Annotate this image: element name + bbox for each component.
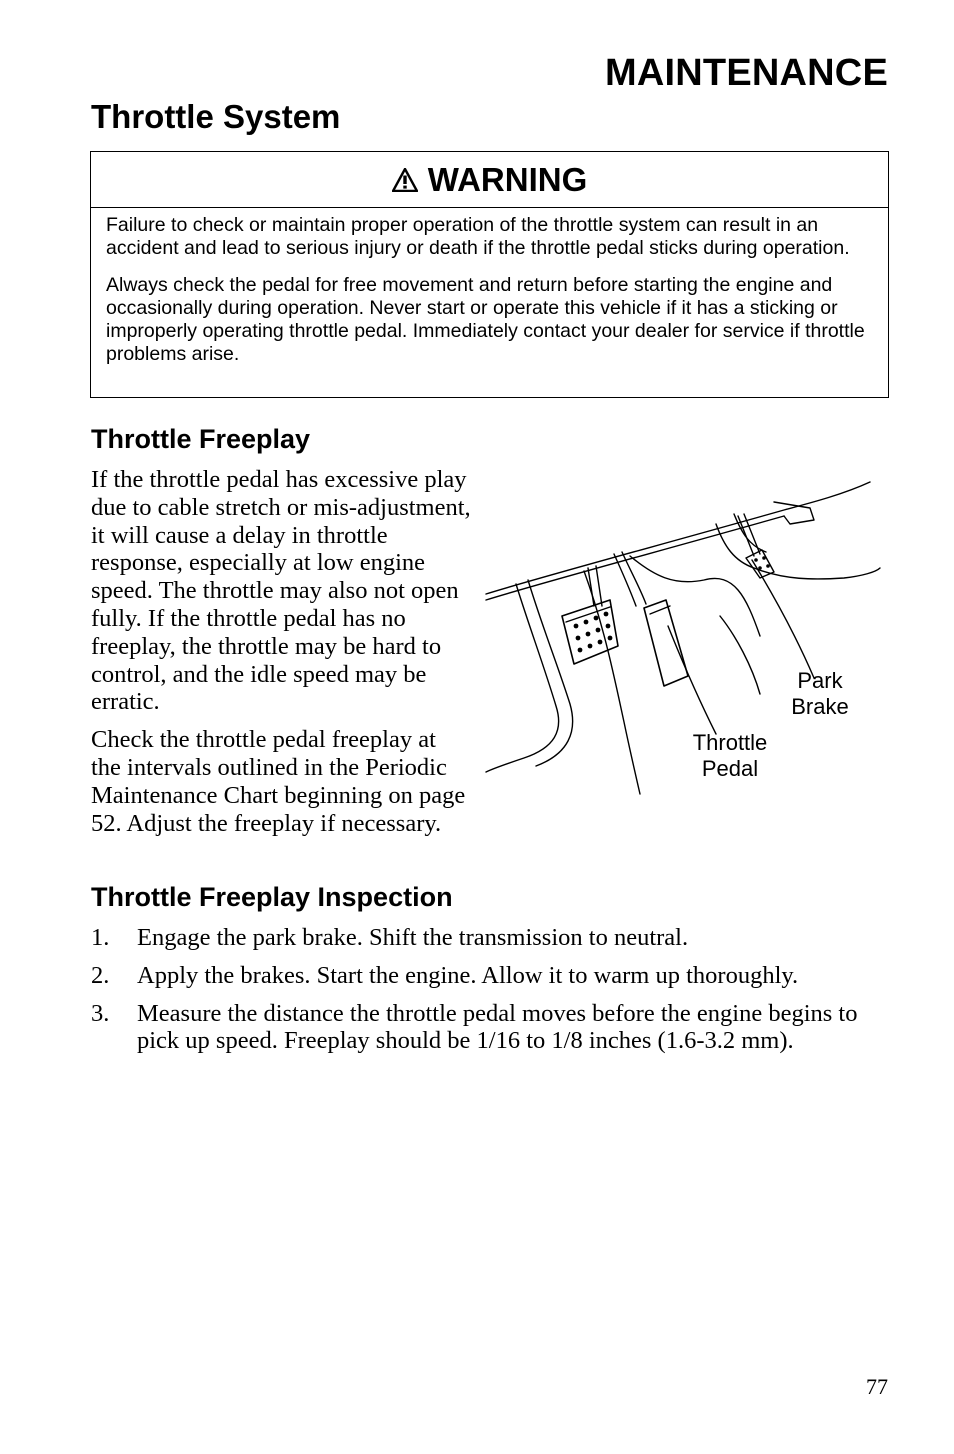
freeplay-text (91, 466, 471, 847)
step-number: 1. (91, 924, 110, 951)
section-header: MAINTENANCE (605, 52, 888, 94)
park-brake-label-line: Brake (791, 694, 849, 719)
pedal-illustration (484, 476, 884, 796)
step-text: Measure the distance the throttle pedal moves before the engine begins to pick up speed. Freeplay should be 1/16 to 1/8 inches (1.6-3.2 mm). (137, 999, 858, 1055)
throttle-pedal-label-line: Pedal (701, 756, 759, 781)
step-item (91, 924, 891, 952)
throttle-pedal-label (680, 730, 780, 782)
freeplay-paragraph: If the throttle pedal has excessive play due to cable stretch or mis-adjustment, it will cause a delay in throttle response, especially at low engine speed. The throttle may also not open fully. If the throttle pedal has no freeplay, the throttle may be hard to control, and the idle speed may be erratic. (91, 466, 471, 716)
park-brake-label-line: Park (797, 668, 843, 693)
freeplay-paragraph: Check the throttle pedal freeplay at the intervals outlined in the Periodic Maintenance Chart beginning on page 52. Adjust the freeplay if necessary. (91, 726, 466, 837)
freeplay-heading: Throttle Freeplay (91, 424, 311, 454)
step-text: Apply the brakes. Start the engine. Allow it to warm up thoroughly. (137, 961, 799, 989)
park-brake-label (784, 668, 856, 720)
step-text: Engage the park brake. Shift the transmission to neutral. (137, 924, 689, 951)
page-title: Throttle System (91, 98, 341, 135)
warning-paragraph: Failure to check or maintain proper operation of the throttle system can result in an accident and lead to serious injury or death if the throttle pedal sticks during operation. (106, 214, 850, 259)
warning-body (91, 208, 888, 366)
inspection-steps (91, 924, 891, 1065)
warning-box (90, 151, 889, 398)
step-item (91, 1000, 891, 1056)
warning-triangle-icon (392, 168, 418, 192)
step-number: 3. (91, 999, 110, 1027)
throttle-pedal-label-line: Throttle (692, 730, 768, 755)
warning-header (91, 152, 888, 208)
page-number: 77 (866, 1374, 888, 1399)
inspection-heading: Throttle Freeplay Inspection (91, 882, 453, 912)
warning-paragraph: Always check the pedal for free movement and return before starting the engine and occasionally during operation. Never start or operate this vehicle if it has a sticking or improperly operating throttle pedal. Immediately contact your dealer for service if throttle problems arise. (106, 274, 865, 365)
step-number: 2. (91, 961, 110, 989)
warning-label: WARNING (427, 160, 588, 198)
step-item (91, 962, 891, 990)
